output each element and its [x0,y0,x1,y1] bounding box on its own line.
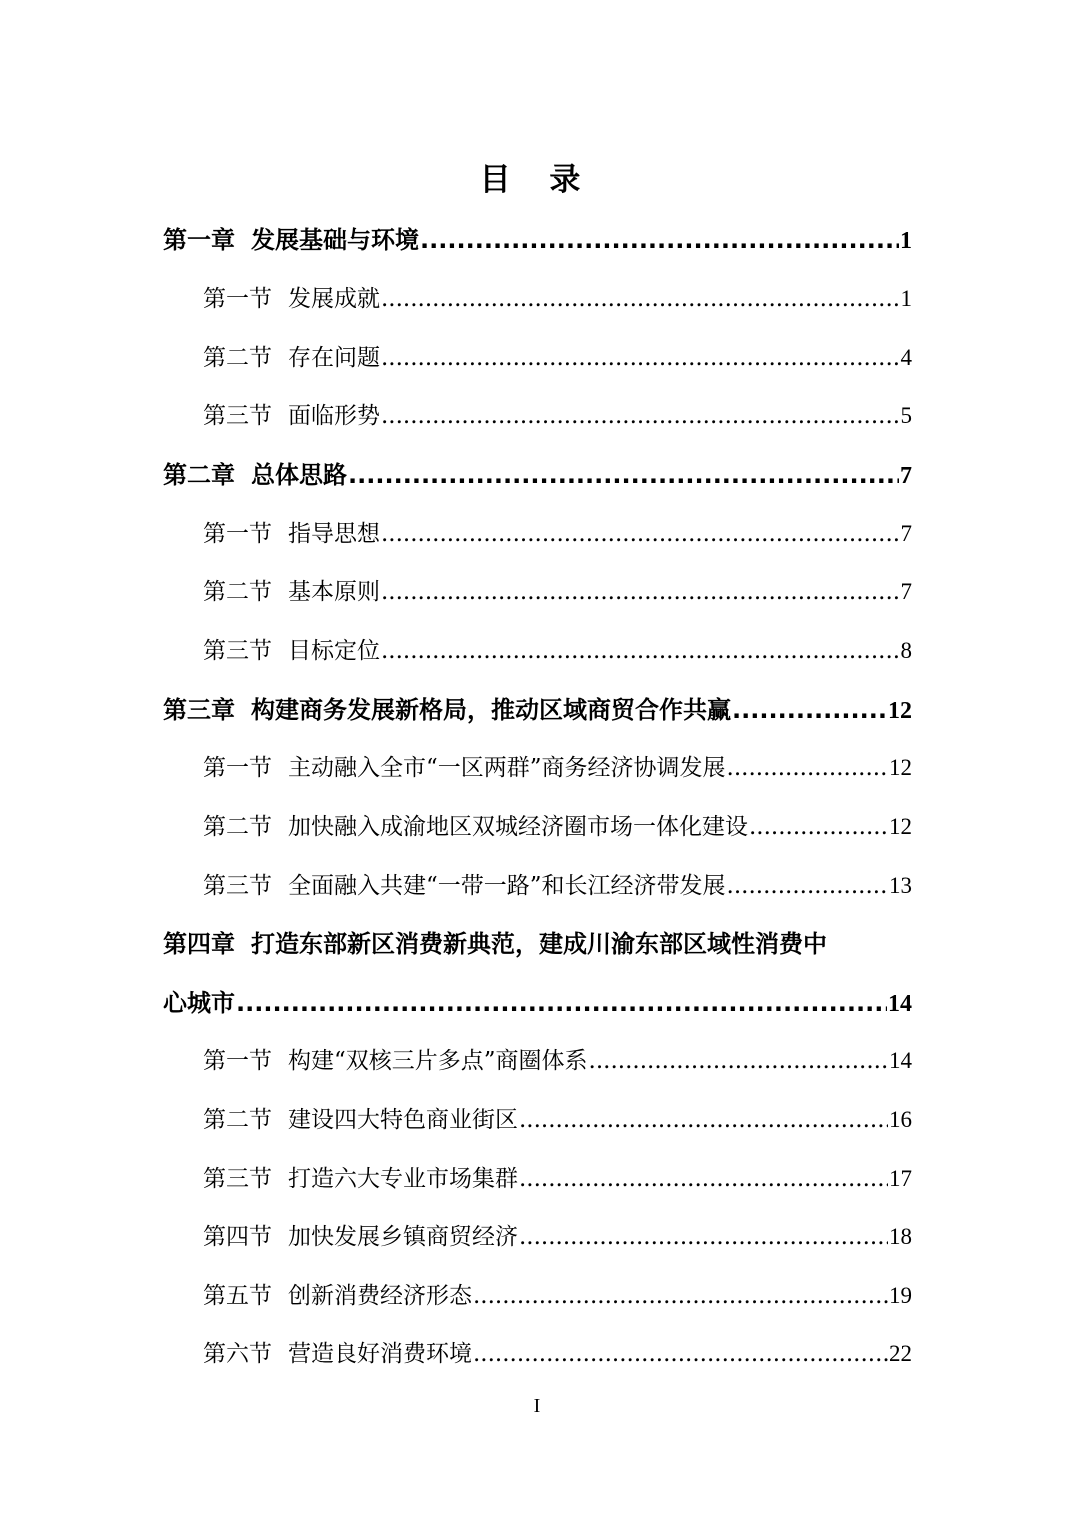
section-number: 第三节 [203,873,272,899]
toc-chapter-4-line-1[interactable] [163,924,912,964]
dot-leader [381,338,900,378]
section-number: 第二节 [203,1107,272,1133]
section-title: 营造良好消费环境 [288,1341,472,1367]
page-ref: 14 [888,991,912,1017]
toc-section-3-2[interactable] [203,807,912,847]
toc-chapter-4-line-2[interactable] [163,983,912,1023]
chapter-number: 第四章 [163,930,235,958]
toc-entry-label [163,220,419,260]
section-title: 全面融入共建“一带一路”和长江经济带发展 [288,873,726,899]
toc-section-4-4[interactable] [203,1217,912,1257]
page-ref: 1 [900,286,912,311]
page-ref: 1 [900,228,912,254]
dot-leader [727,866,888,906]
section-title: 构建“双核三片多点”商圈体系 [288,1048,588,1074]
page-ref: 14 [889,1048,912,1073]
page-ref: 7 [900,463,912,489]
section-number: 第四节 [203,1224,272,1250]
section-title: 面临形势 [288,403,380,429]
section-title: 创新消费经济形态 [288,1283,472,1309]
toc-entry-label [203,748,726,788]
toc-entry-label [203,514,380,554]
toc-entry-label [203,807,748,847]
page-ref: 5 [900,403,912,428]
toc-section-4-5[interactable] [203,1276,912,1316]
dot-leader [727,748,888,788]
chapter-number: 第三章 [163,696,235,724]
page-ref: 13 [889,873,912,898]
chapter-number: 第一章 [163,226,235,254]
toc-section-4-1[interactable] [203,1041,912,1081]
toc-entry-label [203,1276,472,1316]
section-number: 第二节 [203,579,272,605]
section-title: 打造六大专业市场集群 [288,1166,518,1192]
dot-leader [589,1041,888,1081]
toc-entry-label [203,338,380,378]
page-ref: 17 [889,1166,912,1191]
section-title: 加快发展乡镇商贸经济 [288,1224,518,1250]
dot-leader [420,220,899,260]
dot-leader [519,1217,888,1257]
dot-leader [381,631,900,671]
toc-entry-label [163,690,731,730]
dot-leader [381,396,900,436]
section-number: 第一节 [203,286,272,312]
toc-entry-label [163,983,235,1023]
section-number: 第一节 [203,521,272,547]
dot-leader [236,983,887,1023]
section-title: 存在问题 [288,345,380,371]
page-ref: 7 [900,521,912,546]
section-number: 第五节 [203,1283,272,1309]
toc-entry-label [203,631,380,671]
toc-section-4-3[interactable] [203,1159,912,1199]
chapter-number: 第二章 [163,461,235,489]
dot-leader [473,1334,888,1374]
toc-section-2-3[interactable] [203,631,912,671]
page-ref: 16 [889,1107,912,1132]
toc-entry-label [203,572,380,612]
chapter-title: 发展基础与环境 [251,226,419,254]
page-ref: 12 [888,698,912,724]
section-number: 第三节 [203,638,272,664]
toc-entry-label [203,1041,588,1081]
toc-title: 目 录 [479,162,595,198]
page-ref: 12 [889,814,912,839]
dot-leader [473,1276,888,1316]
dot-leader [381,572,900,612]
toc-entry-label [203,396,380,436]
section-title: 基本原则 [288,579,380,605]
dot-leader [519,1159,888,1199]
dot-leader [749,807,888,847]
toc-section-1-1[interactable] [203,279,912,319]
toc-chapter-3[interactable] [163,690,912,730]
toc-section-3-3[interactable] [203,866,912,906]
toc-section-4-2[interactable] [203,1100,912,1140]
chapter-title-line-2: 心城市 [163,989,235,1017]
section-number: 第一节 [203,755,272,781]
page-ref: 12 [889,755,912,780]
section-number: 第三节 [203,1166,272,1192]
page-number: I [533,1395,541,1417]
section-title: 发展成就 [288,286,380,312]
section-title: 加快融入成渝地区双城经济圈市场一体化建设 [288,814,748,840]
chapter-title-line-1: 打造东部新区消费新典范，建成川渝东部区域性消费中 [251,930,827,958]
section-number: 第二节 [203,814,272,840]
toc-chapter-2[interactable] [163,455,912,495]
toc-section-1-3[interactable] [203,396,912,436]
chapter-title: 构建商务发展新格局，推动区域商贸合作共赢 [251,696,731,724]
page-ref: 19 [889,1283,912,1308]
toc-entry-label [203,866,726,906]
toc-entry-label [163,455,347,495]
page-ref: 4 [900,345,912,370]
section-title: 指导思想 [288,521,380,547]
toc-section-2-2[interactable] [203,572,912,612]
toc-entry-label [203,1100,518,1140]
page-ref: 7 [900,579,912,604]
toc-entry-label [203,1334,472,1374]
section-title: 目标定位 [288,638,380,664]
section-number: 第三节 [203,403,272,429]
dot-leader [348,455,899,495]
dot-leader [381,279,900,319]
toc-section-1-2[interactable] [203,338,912,378]
toc-section-4-6[interactable] [203,1334,912,1374]
section-number: 第六节 [203,1341,272,1367]
toc-entry-label [203,279,380,319]
toc-entry-label [203,1217,518,1257]
toc-chapter-1[interactable] [163,220,912,260]
page-ref: 8 [900,638,912,663]
dot-leader [519,1100,888,1140]
toc-entry-label [203,1159,518,1199]
page-ref: 22 [889,1341,912,1366]
toc-section-2-1[interactable] [203,514,912,554]
section-number: 第一节 [203,1048,272,1074]
section-title: 主动融入全市“一区两群”商务经济协调发展 [288,755,726,781]
section-number: 第二节 [203,345,272,371]
dot-leader [732,690,887,730]
section-title: 建设四大特色商业街区 [288,1107,518,1133]
dot-leader [381,514,900,554]
page-ref: 18 [889,1224,912,1249]
toc-section-3-1[interactable] [203,748,912,788]
chapter-title: 总体思路 [251,461,347,489]
